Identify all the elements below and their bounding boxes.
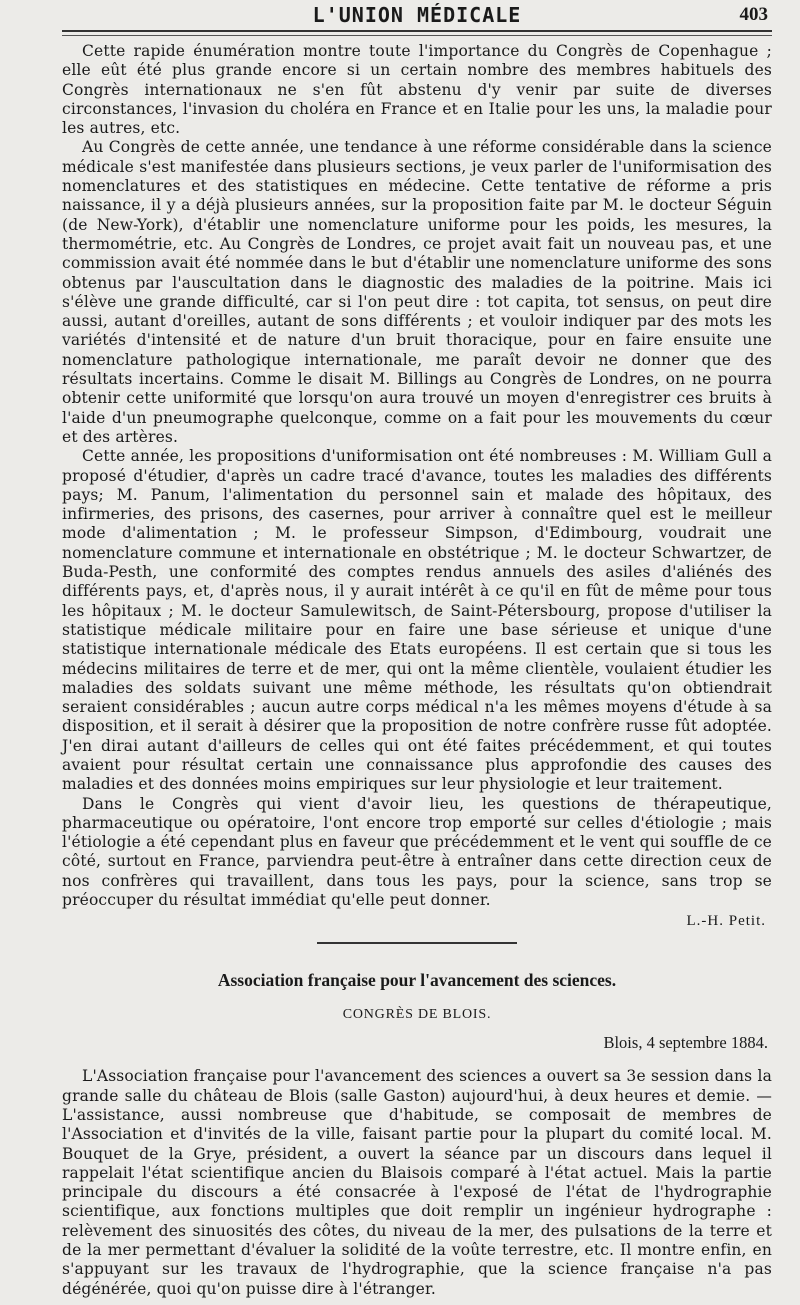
- section-subtitle: CONGRÈS DE BLOIS.: [342, 1007, 492, 1023]
- paragraph: Dans le Congrès qui vient d'avoir lieu, les questions de thérapeutique, pharmaceutique ou opératoire, l'ont encore trop emporté sur celles d'étiologie ; mais l'étiologie a été cependant plus en faveur que précédemment et le vent qui souffle de ce côté, surtout en France, parviendra peut-être à entraîner dans cette direction ceux de nos confrères qui travaillent, dans tous les pays, pour la science, sans trop se préoccuper du résultat immédiat qu'elle peut donner.: [62, 794, 772, 910]
- author-signature: L.-H. Petit.: [686, 913, 766, 930]
- header-rule: [62, 32, 772, 36]
- article-congres-blois: [62, 970, 772, 1299]
- paragraph: L'Association française pour l'avancement des sciences a ouvert sa 3e session dans la grande salle du château de Blois (salle Gaston) aujourd'hui, à deux heures et demie. — L'assistance, aussi nombreuse que d'habitude, se composait de membres de l'Association et d'invités de la ville, faisant partie pour la plupart du comité local. M. Bouquet de la Grye, président, a ouvert la séance par un discours dans lequel il rappelait l'état scientifique ancien du Blaisois comparé à l'état actuel. Mais la partie principale du discours a été consacrée à l'exposé de l'état de l'hydrographie scientifique, aux fonctions multiples que doit remplir un ingénieur hydrographe : relèvement des sinuosités des côtes, du niveau de la mer, des pulsations de la terre et de la mer permettant d'évaluer la solidité de la voûte terrestre, etc. Il montre enfin, en s'appuyant sur les travaux de l'hydrographie, que la science française n'a pas dégénérée, quoi qu'on puisse dire à l'étranger.: [62, 1067, 772, 1298]
- dateline: Blois, 4 septembre 1884.: [603, 1033, 768, 1053]
- running-header: [62, 0, 772, 32]
- paragraph: Au Congrès de cette année, une tendance à une réforme considérable dans la science médicale s'est manifestée dans plusieurs sections, je veux parler de l'uniformisation des nomenclatures et des statistiques en médecine. Cette tentative de réforme a pris naissance, il y a déjà plusieurs années, sur la proposition faite par M. le docteur Séguin (de New-York), d'établir une nomenclature uniforme pour les poids, les mesures, la thermométrie, etc. Au Congrès de Londres, ce projet avait fait un nouveau pas, et une commission avait été nommée dans le but d'établir une nomenclature uniforme des sons obtenus par l'auscultation dans le diagnostic des maladies de la poitrine. Mais ici s'élève une grande difficulté, car si l'on peut dire : tot capita, tot sensus, on peut dire aussi, autant d'oreilles, autant de sons différents ; et vouloir indiquer par des mots les variétés d'intensité et de nature d'un bruit thoracique, pour en faire ensuite une nomenclature pathologique internationale, me paraît devoir ne donner que des résultats incertains. Comme le disait M. Billings au Congrès de Londres, on ne pourra obtenir cette uniformité que lorsqu'on aura trouvé un moyen d'enregistrer ces bruits à l'aide d'un pneumographe quelconque, comme on a fait pour les mouvements du cœur et des artères.: [62, 138, 772, 446]
- page-number: 403: [739, 4, 768, 25]
- paragraph: Cette rapide énumération montre toute l'importance du Congrès de Copenhague ; elle eût été plus grande encore si un certain nombre des membres habituels des Congrès internationaux ne s'en fût abstenu d'y venir par suite de diverses circonstances, l'invasion du choléra en France et en Italie pour les uns, la maladie pour les autres, etc.: [62, 42, 772, 138]
- section-title: Association française pour l'avancement des sciences.: [217, 970, 617, 991]
- paragraph: Cette année, les propositions d'uniformisation ont été nombreuses : M. William Gull a proposé d'étudier, d'après un cadre tracé d'avance, toutes les maladies des différents pays; M. Panum, l'alimentation du personnel sain et malade des hôpitaux, des infirmeries, des prisons, des casernes, pour arriver à connaître quel est le meilleur mode d'alimentation ; M. le professeur Simpson, d'Edimbourg, voudrait une nomenclature commune et internationale en obstétrique ; M. le docteur Schwartzer, de Buda-Pesth, une conformité des comptes rendus annuels des asiles d'aliénés des différents pays, et, d'après nous, il y aurait intérêt à ce qu'il en fût de même pour tous les hôpitaux ; M. le docteur Samulewitsch, de Saint-Pétersbourg, propose d'utiliser la statistique médicale militaire pour en faire une base sérieuse et unique d'une statistique internationale médicale des Etats européens. Il est certain que si tous les médecins militaires de terre et de mer, qui ont la même clientèle, voulaient étudier les maladies des soldats suivant une même méthode, les résultats qu'on obtiendrait seraient considérables ; aucun autre corps médical n'a les mêmes moyens d'étude à sa disposition, et il serait à désirer que la proposition de notre confrère russe fût adoptée. J'en dirai autant d'ailleurs de celles qui ont été faites précédemment, et qui toutes avaient pour résultat certain une connaissance plus approfondie des causes des maladies et des données moins empiriques sur leur physiologie et leur traitement.: [62, 447, 772, 794]
- journal-title: L'UNION MÉDICALE: [312, 3, 522, 27]
- article-congres-copenhague: [62, 42, 772, 932]
- section-divider: [317, 942, 517, 944]
